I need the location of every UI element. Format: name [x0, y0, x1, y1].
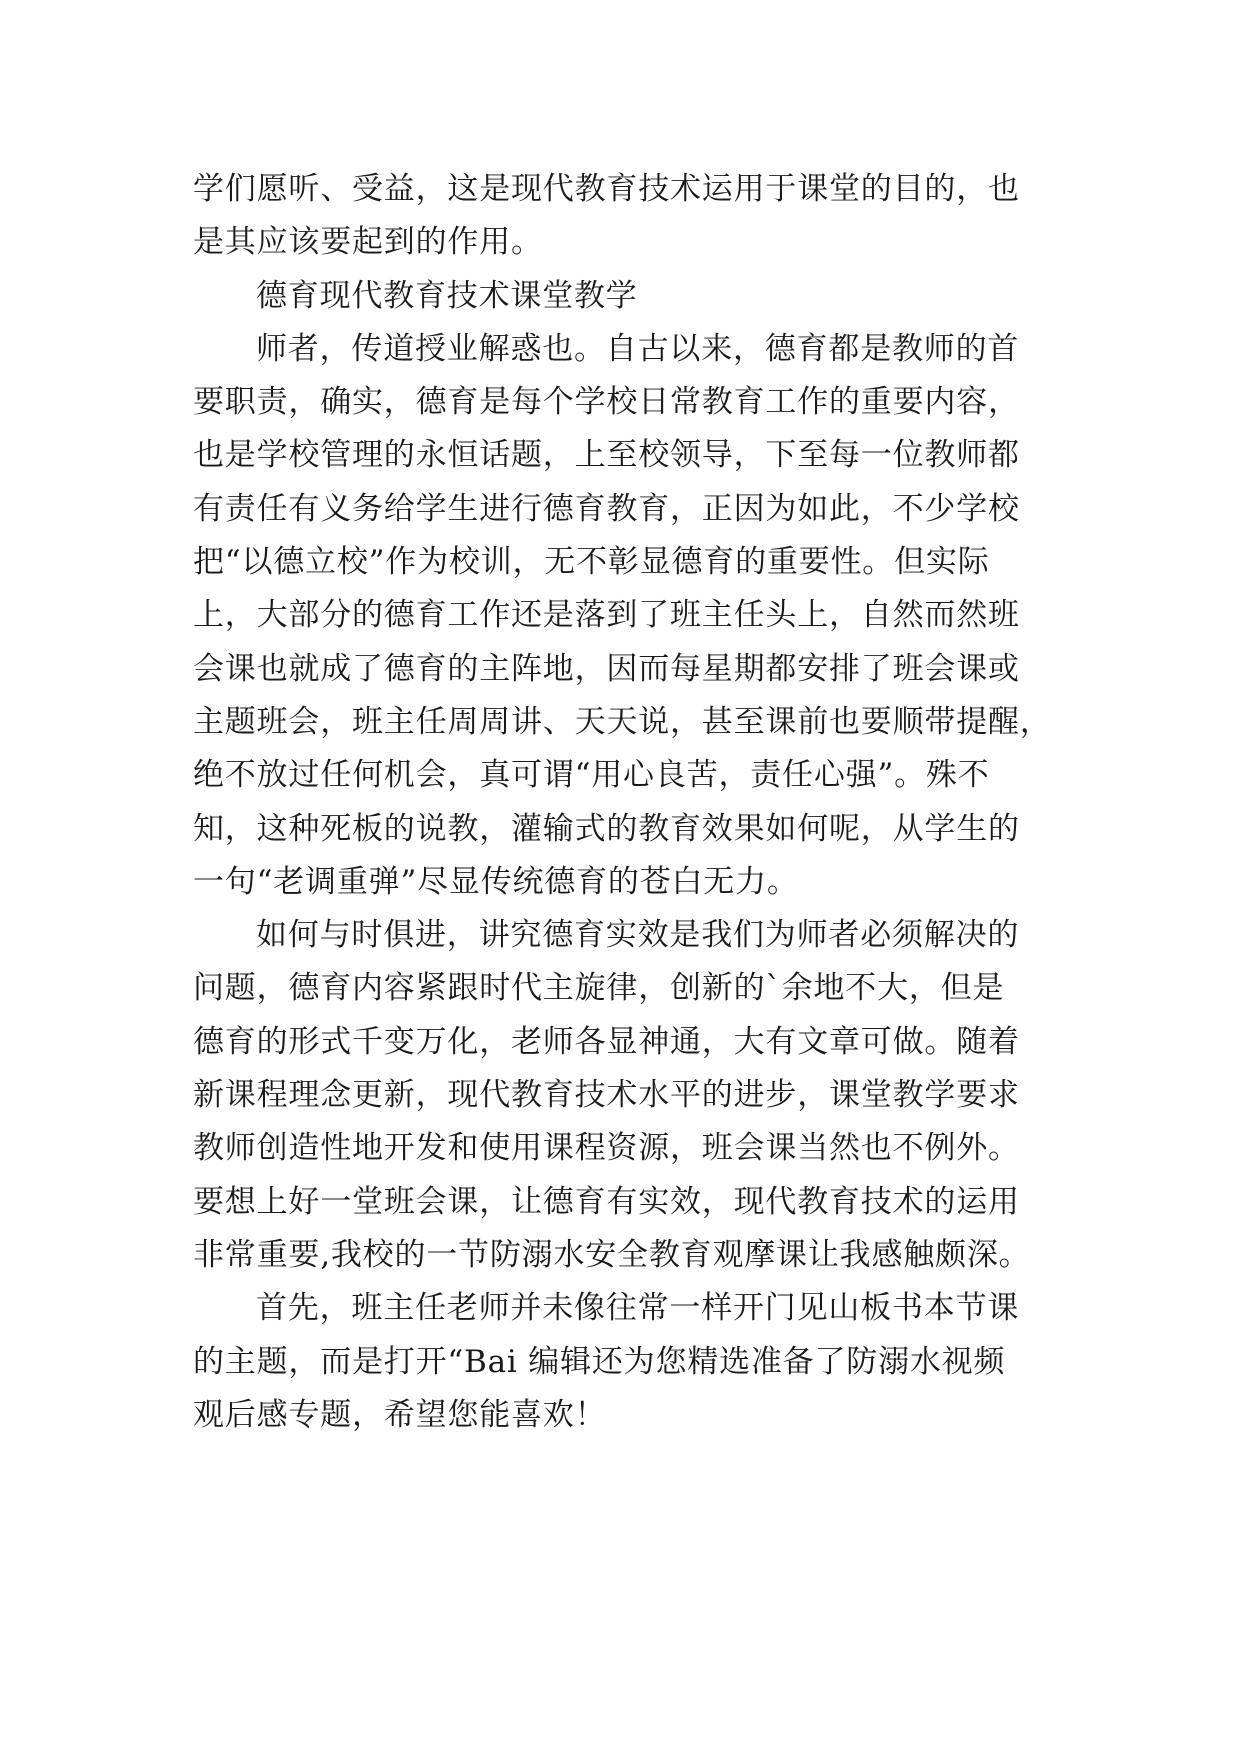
- section-heading: 德育现代教育技术课堂教学: [256, 277, 638, 314]
- text-line: 把“以德立校”作为校训，无不彰显德育的重要性。但实际: [193, 544, 990, 581]
- text-line: 会课也就成了德育的主阵地，因而每星期都安排了班会课或: [193, 650, 1020, 687]
- text-line: 师者，传道授业解惑也。自古以来，德育都是教师的首: [256, 330, 1020, 367]
- text-line: 学们愿听、受益，这是现代教育技术运用于课堂的目的，也: [193, 171, 1020, 207]
- text-line: 也是学校管理的永恒话题，上至校领导，下至每一位教师都: [193, 437, 1020, 474]
- text-line: 一句“老调重弹”尽显传统德育的苍白无力。: [193, 863, 799, 900]
- text-line: 问题，德育内容紧跟时代主旋律，创新的`余地不大，但是: [193, 970, 1005, 1007]
- text-line: 要职责，确实，德育是每个学校日常教育工作的重要内容，: [193, 384, 1020, 421]
- text-line: 首先，班主任老师并未像往常一样开门见山板书本节课: [256, 1290, 1020, 1327]
- text-line: 新课程理念更新，现代教育技术水平的进步，课堂教学要求: [193, 1077, 1020, 1114]
- text-line: 教师创造性地开发和使用课程资源，班会课当然也不例外。: [193, 1130, 1020, 1167]
- text-line: 德育的形式千变万化，老师各显神通，大有文章可做。随着: [193, 1023, 1020, 1060]
- text-line: 如何与时俱进，讲究德育实效是我们为师者必须解决的: [256, 917, 1020, 954]
- text-line: 上，大部分的德育工作还是落到了班主任头上，自然而然班: [193, 597, 1020, 634]
- text-line: 绝不放过任何机会，真可谓“用心良苦，责任心强”。殊不: [193, 757, 990, 794]
- text-line: 非常重要,我校的一节防溺水安全教育观摩课让我感触颇深。: [193, 1236, 1031, 1273]
- text-line: 主题班会，班主任周周讲、天天说，甚至课前也要顺带提醒，: [193, 703, 1052, 740]
- text-line: 观后感专题，希望您能喜欢！: [193, 1396, 607, 1433]
- text-line: 知，这种死板的说教，灌输式的教育效果如何呢，从学生的: [193, 810, 1020, 847]
- text-line: 的主题，而是打开“Bai 编辑还为您精选准备了防溺水视频: [193, 1343, 1006, 1380]
- document-body: [193, 163, 1053, 1442]
- text-line: 要想上好一堂班会课，让德育有实效，现代教育技术的运用: [193, 1183, 1020, 1220]
- text-line: 是其应该要起到的作用。: [193, 224, 543, 261]
- text-line: 有责任有义务给学生进行德育教育，正因为如此，不少学校: [193, 490, 1020, 527]
